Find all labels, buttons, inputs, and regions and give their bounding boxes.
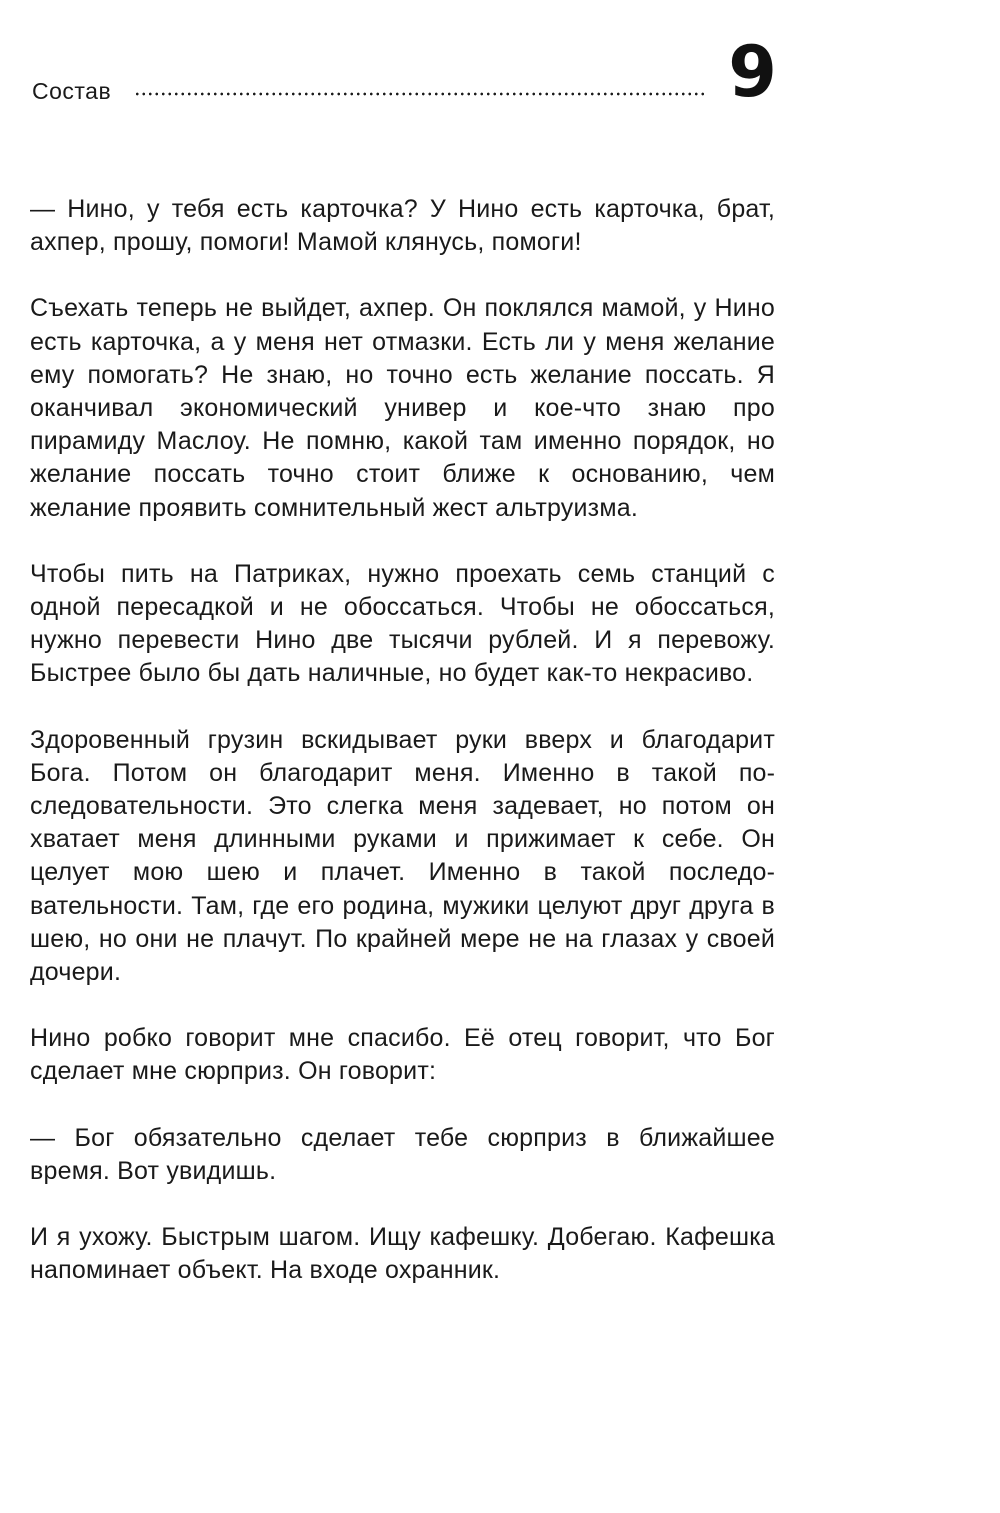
paragraph: — Нино, у тебя есть карточка? У Нино есть карточка, брат, ахпер, прошу, помоги! Мамой клянусь, помоги! [30, 195, 775, 257]
paragraph: Съехать теперь не выйдет, ахпер. Он поклялся мамой, у Нино есть карточка, а у меня нет отмазки. Есть ли у меня желание ему помогать? Не знаю, но точно есть желание поссать. Я оканчивал экономический универ и кое-что знаю про пирамиду Маслоу. Не помню, какой там именно порядок, но желание поссать точно стоит ближе к основанию, чем желание проявить сомнительный жест альтруизма. [30, 294, 775, 522]
body-text [30, 193, 775, 1320]
paragraph: — Бог обязательно сделает тебе сюрприз в ближайшее время. Вот увидишь. [30, 1123, 775, 1185]
leader-dots [134, 92, 708, 96]
page-number: 9 [728, 31, 777, 113]
section-title: Состав [32, 78, 112, 104]
paragraph: Чтобы пить на Патриках, нужно проехать семь станций с одной пересадкой и не обоссаться. Чтобы не обоссаться, нужно перевести Нино две тысячи рублей. И я перевожу. Быстрее было бы дать наличные, но будет как-то некрасиво. [30, 559, 775, 688]
paragraph: Здоровенный грузин вскидывает руки вверх и благодарит Бога. Потом он благодарит меня. Именно в такой последовательности. Это слегка меня задевает, но потом он хватает меня длинными руками и прижимает к себе. Он целует мою шею и плачет. Именно в такой последовательности. Там, где его родина, мужики целуют друг друга в шею, но они не плачут. По крайней мере не на глазах у своей дочери. [30, 725, 775, 987]
paragraph: И я ухожу. Быстрым шагом. Ищу кафешку. Добегаю. Кафешка напоминает объект. На входе охранник. [30, 1223, 775, 1285]
paragraph: Нино робко говорит мне спасибо. Её отец говорит, что Бог сделает мне сюрприз. Он говорит: [30, 1024, 775, 1086]
page-header [32, 31, 777, 113]
